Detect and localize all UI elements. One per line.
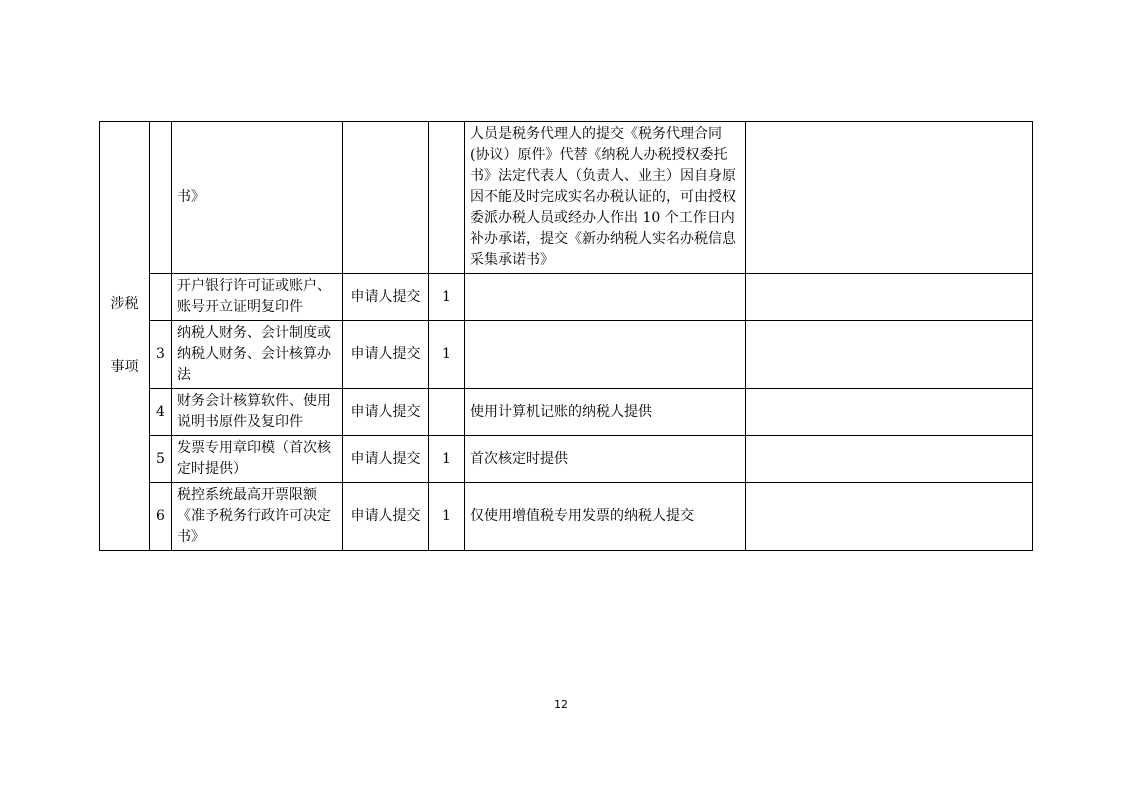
material-name: 开户银行许可证或账户、账号开立证明复印件 bbox=[172, 274, 343, 321]
row-number: 6 bbox=[150, 483, 172, 551]
row-number: 5 bbox=[150, 436, 172, 483]
material-note: 人员是税务代理人的提交《税务代理合同(协议）原件》代替《纳税人办税授权委托书》法定代表人（负责人、业主）因自身原因不能及时完成实名办税认证的，可由授权委派办税人员或经办人作出 10 个工作日内补办承诺，提交《新办纳税人实名办税信息采集承诺书》 bbox=[465, 122, 746, 274]
material-quantity: 1 bbox=[429, 321, 465, 389]
material-quantity: 1 bbox=[429, 274, 465, 321]
row-number: 3 bbox=[150, 321, 172, 389]
category-cell bbox=[100, 122, 150, 551]
category-label: 涉税 bbox=[110, 296, 139, 312]
extra-cell bbox=[746, 389, 1033, 436]
row-number bbox=[150, 274, 172, 321]
material-note: 仅使用增值税专用发票的纳税人提交 bbox=[465, 483, 746, 551]
material-name: 书》 bbox=[172, 122, 343, 274]
material-quantity: 1 bbox=[429, 436, 465, 483]
table-row bbox=[100, 483, 1033, 551]
material-source: 申请人提交 bbox=[343, 436, 429, 483]
material-source: 申请人提交 bbox=[343, 321, 429, 389]
material-note bbox=[465, 321, 746, 389]
material-name: 财务会计核算软件、使用说明书原件及复印件 bbox=[172, 389, 343, 436]
category-label: 事项 bbox=[110, 359, 139, 375]
material-source: 申请人提交 bbox=[343, 274, 429, 321]
table-row bbox=[100, 122, 1033, 274]
row-number: 4 bbox=[150, 389, 172, 436]
material-name: 税控系统最高开票限额《准予税务行政许可决定书》 bbox=[172, 483, 343, 551]
material-source: 申请人提交 bbox=[343, 483, 429, 551]
page-number: 12 bbox=[554, 698, 568, 711]
table-row bbox=[100, 321, 1033, 389]
material-source bbox=[343, 122, 429, 274]
material-note: 使用计算机记账的纳税人提供 bbox=[465, 389, 746, 436]
material-source: 申请人提交 bbox=[343, 389, 429, 436]
extra-cell bbox=[746, 274, 1033, 321]
extra-cell bbox=[746, 122, 1033, 274]
extra-cell bbox=[746, 321, 1033, 389]
material-quantity bbox=[429, 122, 465, 274]
materials-table bbox=[99, 121, 1033, 551]
material-note bbox=[465, 274, 746, 321]
row-number bbox=[150, 122, 172, 274]
table-row bbox=[100, 274, 1033, 321]
table-row bbox=[100, 389, 1033, 436]
material-quantity: 1 bbox=[429, 483, 465, 551]
table-row bbox=[100, 436, 1033, 483]
extra-cell bbox=[746, 483, 1033, 551]
material-note: 首次核定时提供 bbox=[465, 436, 746, 483]
material-name: 发票专用章印模（首次核定时提供） bbox=[172, 436, 343, 483]
extra-cell bbox=[746, 436, 1033, 483]
material-quantity bbox=[429, 389, 465, 436]
material-name: 纳税人财务、会计制度或纳税人财务、会计核算办法 bbox=[172, 321, 343, 389]
